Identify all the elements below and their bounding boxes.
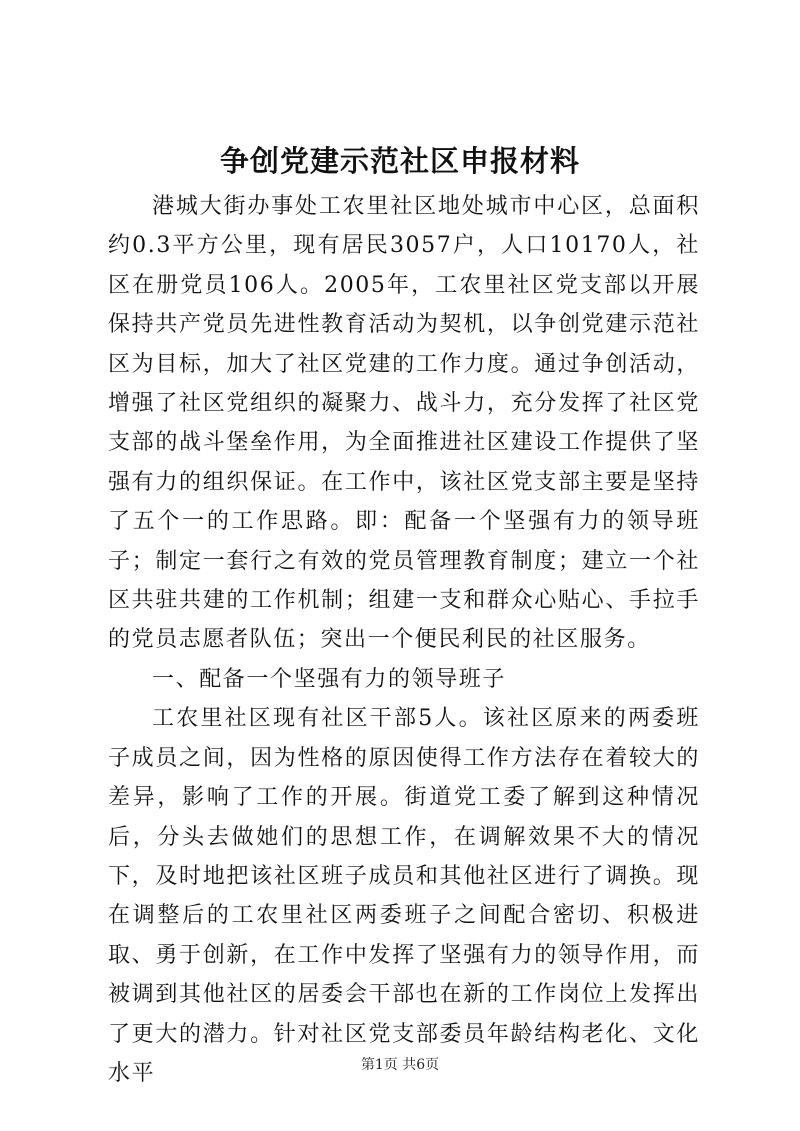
section-heading-1: 一、配备一个坚强有力的领导班子 [152, 666, 507, 692]
page-number: 第1页 共6页 [360, 1057, 440, 1073]
document-title: 争创党建示范社区申报材料 [219, 144, 580, 178]
paragraph-intro: 港城大街办事处工农里社区地处城市中心区，总面积约0.3平方公里，现有居民3057户，人口10170人，社区在册党员106人。2005年，工农里社区党支部以开展保持共产党员先进性教育活动为契机，以争创党建示范社区为目标，加大了社区党建的工作力度。通过争创活动，增强了社区党组织的凝聚力、战斗力，充分发挥了社区党支部的战斗堡垒作用，为全面推进社区建设工作提供了坚强有力的组织保证。在工作中，该社区党支部主要是坚持了五个一的工作思路。即：配备一个坚强有力的领导班子；制定一套行之有效的党员管理教育制度；建立一个社区共驻共建的工作机制；组建一支和群众心贴心、手拉手的党员志愿者队伍；突出一个便民利民的社区服务。 [108, 194, 700, 653]
paragraph-section-1: 工农里社区现有社区干部5人。该社区原来的两委班子成员之间，因为性格的原因使得工作方法存在着较大的差异，影响了工作的开展。街道党工委了解到这种情况后，分头去做她们的思想工作，在调解效果不大的情况下，及时地把该社区班子成员和其他社区进行了调换。现在调整后的工农里社区两委班子之间配合密切、积极进取、勇于创新，在工作中发挥了坚强有力的领导作用，而被调到其他社区的居委会干部也在新的工作岗位上发挥出了更大的潜力。针对社区党支部委员年龄结构老化、文化水平 [108, 706, 700, 1086]
document-body [108, 187, 700, 1093]
